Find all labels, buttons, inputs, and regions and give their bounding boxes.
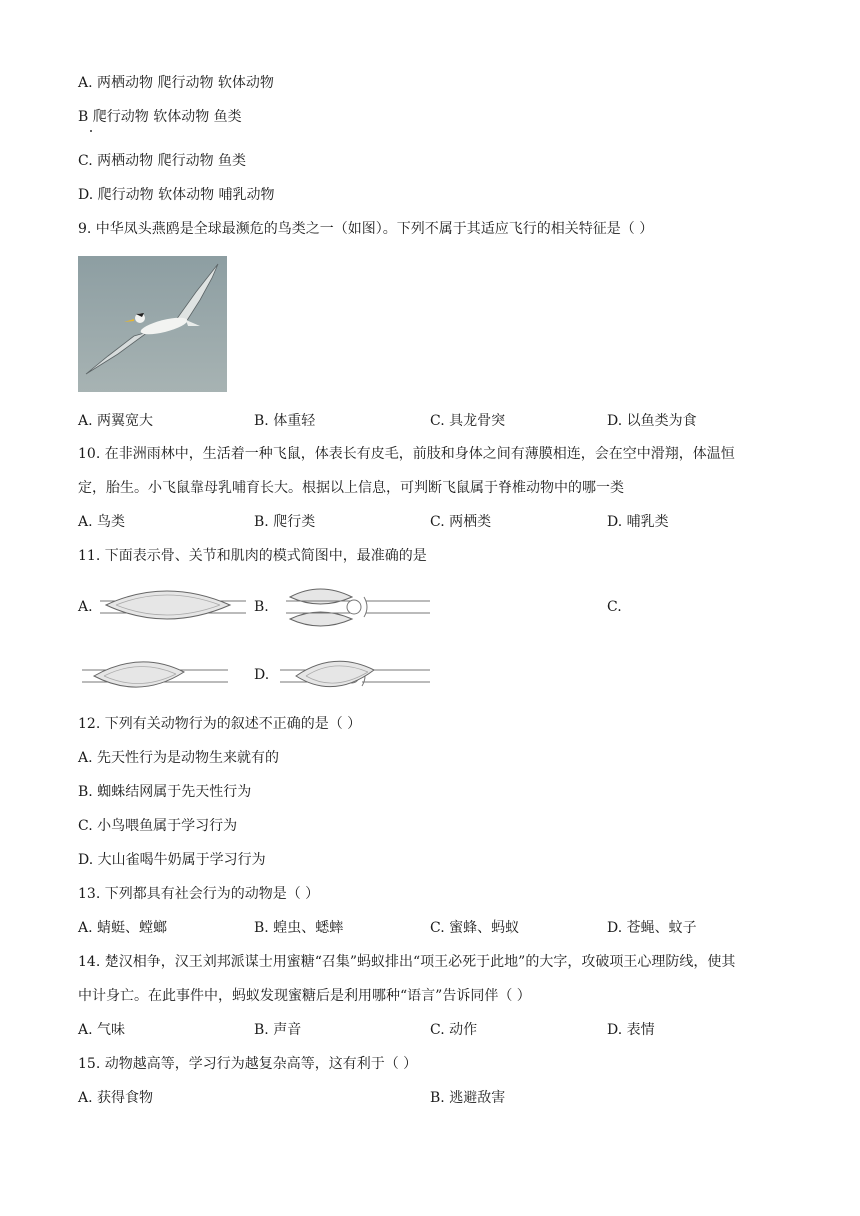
q10-option-d: D. 哺乳类: [607, 514, 669, 530]
diagram-a: [96, 583, 250, 631]
q12-stem: 12. 下列有关动物行为的叙述不正确的是（ ）: [78, 716, 362, 732]
q10-option-a: A. 鸟类: [78, 514, 126, 530]
q9-option-c: C. 具龙骨突: [430, 413, 506, 429]
q14-option-c: C. 动作: [430, 1022, 478, 1038]
q14-stem-line2: 中计身亡。在此事件中，蚂蚁发现蜜糖后是利用哪种“语言”告诉同伴（ ）: [78, 988, 531, 1004]
q14-option-b: B. 声音: [254, 1022, 302, 1038]
q12-option-d: D. 大山雀喝牛奶属于学习行为: [78, 852, 266, 868]
q10-stem-line2: 定，胎生。小飞鼠靠母乳哺育长大。根据以上信息，可判断飞鼠属于脊椎动物中的哪一类: [78, 480, 624, 496]
q11-label-b: B.: [254, 599, 269, 615]
q10-option-c: C. 两栖类: [430, 514, 492, 530]
q13-option-c: C. 蜜蜂、蚂蚁: [430, 920, 520, 936]
q12-option-b: B. 蜘蛛结网属于先天性行为: [78, 784, 252, 800]
q11-stem: 11. 下面表示骨、关节和肌肉的模式简图中，最准确的是: [78, 548, 427, 564]
q8-option-a: A. 两栖动物 爬行动物 软体动物: [78, 75, 274, 91]
diagram-d: [278, 652, 432, 698]
diagram-c: [80, 652, 230, 698]
q9-option-d: D. 以鱼类为食: [607, 413, 697, 429]
q14-stem-line1: 14. 楚汉相争，汉王刘邦派谋士用蜜糖“召集”蚂蚁排出“项王必死于此地”的大字，攻破项王心理防线，使其: [78, 954, 736, 970]
q11-label-d: D.: [254, 667, 270, 683]
q8-option-d: D. 爬行动物 软体动物 哺乳动物: [78, 187, 275, 203]
q11-label-a: A.: [78, 599, 93, 615]
tern-photo: [78, 256, 227, 392]
q12-option-a: A. 先天性行为是动物生来就有的: [78, 750, 280, 766]
q15-stem: 15. 动物越高等，学习行为越复杂高等，这有利于（ ）: [78, 1056, 418, 1072]
q13-stem: 13. 下列都具有社会行为的动物是（ ）: [78, 886, 320, 902]
q9-option-a: A. 两翼宽大: [78, 413, 154, 429]
q8-option-b: B 爬行动物 软体动物 鱼类: [78, 109, 242, 125]
q13-option-b: B. 蝗虫、蟋蟀: [254, 920, 344, 936]
q15-option-b: B. 逃避敌害: [430, 1090, 506, 1106]
stray-dot: [90, 130, 92, 132]
q15-option-a: A. 获得食物: [78, 1090, 154, 1106]
q12-option-c: C. 小鸟喂鱼属于学习行为: [78, 818, 238, 834]
q14-option-a: A. 气味: [78, 1022, 126, 1038]
q10-option-b: B. 爬行类: [254, 514, 316, 530]
q8-option-c: C. 两栖动物 爬行动物 鱼类: [78, 153, 247, 169]
q13-option-d: D. 苍蝇、蚊子: [607, 920, 697, 936]
q10-stem-line1: 10. 在非洲雨林中，生活着一种飞鼠，体表长有皮毛，前肢和身体之间有薄膜相连，会在空中滑翔，体温恒: [78, 446, 735, 462]
q9-stem: 9. 中华凤头燕鸥是全球最濒危的鸟类之一（如图）。下列不属于其适应飞行的相关特征是（ ）: [78, 221, 654, 237]
q9-option-b: B. 体重轻: [254, 413, 316, 429]
q14-option-d: D. 表情: [607, 1022, 655, 1038]
q13-option-a: A. 蜻蜓、螳螂: [78, 920, 168, 936]
q11-label-c: C.: [607, 599, 622, 615]
diagram-b: [280, 583, 432, 631]
